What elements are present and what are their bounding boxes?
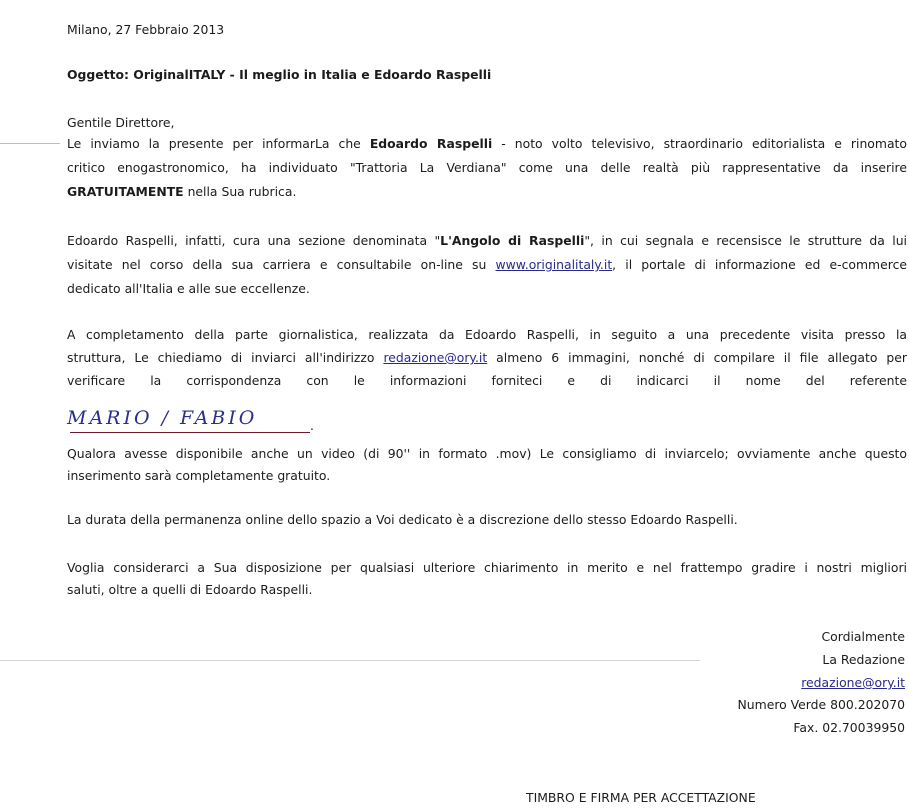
sentence-end-mark: . bbox=[310, 418, 314, 433]
handwriting-underline bbox=[70, 432, 310, 433]
paragraph-2-line-3: dedicato all'Italia e alle sue eccellenze. bbox=[67, 281, 310, 296]
closing-phone: Numero Verde 800.202070 bbox=[737, 697, 905, 712]
paragraph-1-line-2: critico enogastronomico, ha individuato "Trattoria La Verdiana" come una delle realtà più rappresentative da inserire bbox=[67, 160, 907, 175]
bold-name: Edoardo Raspelli bbox=[369, 136, 493, 151]
text-run: , il portale di informazione ed e-commerce bbox=[612, 257, 907, 272]
paragraph-4-line-1: Qualora avesse disponibile anche un video (di 90'' in formato .mov) Le consigliamo di inviarcelo; ovviamente anche questo bbox=[67, 446, 907, 461]
email-link[interactable]: redazione@ory.it bbox=[383, 350, 488, 365]
closing-team: La Redazione bbox=[822, 652, 905, 667]
paragraph-6-line-2: saluti, oltre a quelli di Edoardo Raspelli. bbox=[67, 582, 313, 597]
paragraph-5: La durata della permanenza online dello spazio a Voi dedicato è a discrezione dello stesso Edoardo Raspelli. bbox=[67, 512, 738, 527]
text-run: ", in cui segnala e recensisce le strutture da lui bbox=[584, 233, 908, 248]
date-line: Milano, 27 Febbraio 2013 bbox=[67, 22, 225, 37]
scan-artifact bbox=[0, 660, 700, 661]
paragraph-2-line-1 bbox=[67, 233, 907, 249]
paragraph-3-line-1: A completamento della parte giornalistica, realizzata da Edoardo Raspelli, in seguito a una precedente visita presso la bbox=[67, 327, 907, 342]
website-link[interactable]: www.originalitaly.it bbox=[495, 257, 613, 272]
text-run: Edoardo Raspelli, infatti, cura una sezione denominata " bbox=[67, 233, 441, 248]
text-run: Le inviamo la presente per informarLa che bbox=[67, 136, 370, 151]
paragraph-3-line-2 bbox=[67, 350, 907, 366]
scan-artifact bbox=[0, 143, 60, 144]
paragraph-2-line-2 bbox=[67, 257, 907, 273]
text-run: nella Sua rubrica. bbox=[183, 184, 297, 199]
text-run: - noto volto televisivo, straordinario editorialista e rinomato bbox=[492, 136, 907, 151]
paragraph-1-line-3 bbox=[67, 184, 296, 200]
stamp-signature-label: TIMBRO E FIRMA PER ACCETTAZIONE bbox=[526, 790, 756, 805]
handwritten-referent: MARIO / FABIO bbox=[67, 407, 258, 429]
text-run: almeno 6 immagini, nonché di compilare il file allegato per bbox=[487, 350, 907, 365]
paragraph-3-line-3: verificare la corrispondenza con le informazioni forniteci e di indicarci il nome del referente bbox=[67, 373, 907, 388]
text-run: visitate nel corso della sua carriera e consultabile on-line su bbox=[67, 257, 496, 272]
closing-fax: Fax. 02.70039950 bbox=[793, 720, 905, 735]
text-run: struttura, Le chiediamo di inviarci all'indirizzo bbox=[67, 350, 384, 365]
closing-regards: Cordialmente bbox=[821, 629, 905, 644]
bold-section-name: L'Angolo di Raspelli bbox=[440, 233, 585, 248]
paragraph-6-line-1: Voglia considerarci a Sua disposizione per qualsiasi ulteriore chiarimento in merito e nel frattempo gradire i nostri migliori bbox=[67, 560, 907, 575]
bold-emphasis: GRATUITAMENTE bbox=[67, 184, 184, 199]
paragraph-1-line-1 bbox=[67, 136, 907, 152]
closing-email-link[interactable]: redazione@ory.it bbox=[801, 675, 905, 690]
paragraph-4-line-2: inserimento sarà completamente gratuito. bbox=[67, 468, 331, 483]
subject-line: Oggetto: OriginalITALY - Il meglio in Italia e Edoardo Raspelli bbox=[67, 67, 492, 82]
salutation: Gentile Direttore, bbox=[67, 115, 175, 130]
